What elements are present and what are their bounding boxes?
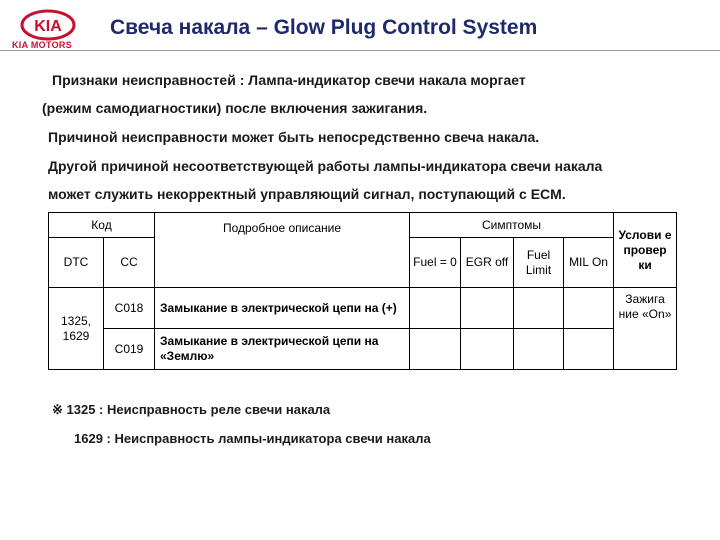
symptom-cell [564,288,614,329]
intro-line-5: может служить некорректный управляющий сигнал, поступающий с ECM. [48,186,566,202]
logo-text: KIA MOTORS [12,40,73,50]
symptom-fuel-limit: Fuel Limit [514,238,564,288]
symptom-egr-off: EGR off [461,238,514,288]
table-row [49,288,677,329]
cc-value: C019 [104,329,155,370]
symptom-mil-on: MIL On [564,238,614,288]
symptoms-header: Симптомы [410,213,614,238]
symptom-cell [461,288,514,329]
symptom-fuel-zero: Fuel = 0 [410,238,461,288]
description-header: Подробное описание [155,213,410,288]
code-header: Код [49,213,155,238]
conditions-value: Зажига ние «On» [614,288,677,370]
dtc-header: DTC [49,238,104,288]
row-description: Замыкание в электрической цепи на (+) [155,288,410,329]
conditions-header: Услови е провер ки [614,213,677,288]
intro-line-3: Причиной неисправности может быть непосредственно свеча накала. [48,129,540,145]
row-description: Замыкание в электрической цепи на «Землю» [155,329,410,370]
cc-header: CC [104,238,155,288]
cc-value: C018 [104,288,155,329]
table-row [49,329,677,370]
symptom-cell [410,288,461,329]
note-1325: ※ 1325 : Неисправность реле свечи накала [52,402,331,417]
dtc-value: 1325, 1629 [49,288,104,370]
symptom-cell [564,329,614,370]
symptom-cell [410,329,461,370]
svg-text:KIA: KIA [34,18,62,35]
intro-line-2: (режим самодиагностики) после включения зажигания. [42,100,428,116]
page-title: Свеча накала – Glow Plug Control System [110,16,538,39]
symptom-cell [514,288,564,329]
intro-line-4: Другой причиной несоответствующей работы лампы-индикатора свечи накала [48,158,603,174]
note-1629: 1629 : Неисправность лампы-индикатора свечи накала [74,431,431,446]
title-divider [0,50,720,51]
symptom-cell [461,329,514,370]
symptom-cell [514,329,564,370]
intro-line-1: Признаки неисправностей : Лампа-индикатор свечи накала моргает [52,72,526,88]
dtc-table [48,212,677,370]
